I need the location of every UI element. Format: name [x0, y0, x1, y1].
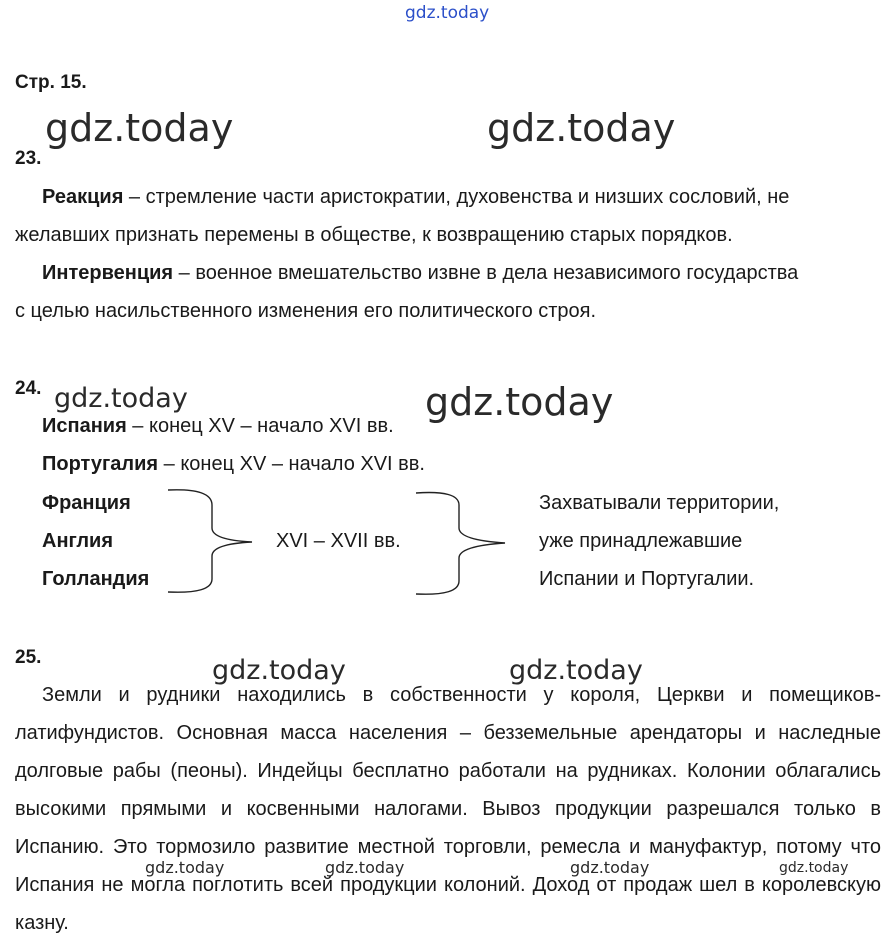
watermark: gdz.today — [779, 860, 849, 876]
watermark: gdz.today — [54, 383, 188, 414]
definition-text: желавших признать перемены в обществе, к возвращению старых порядков. — [15, 224, 733, 246]
watermark: gdz.today — [570, 858, 650, 877]
country-netherlands: Голландия — [42, 568, 150, 590]
watermark: gdz.today — [487, 106, 676, 150]
answer-paragraph: Земли и рудники находились в собственности у короля, Церкви и помещиков-латифундистов. Основная масса населения – безземельные арендаторы и наследные долговые рабы (пеоны). Индейцы бесплатно работали на рудниках. Колонии облагались высокими прямыми и косвенными налогами. Вывоз продукции разрешался только в Испанию. Это тормозило развитие местной торговли, ремесла и мануфактур, потому что Испания не могла поглотить всей продукции колоний. Доход от продаж шел в королевскую казну. — [15, 684, 881, 934]
watermark: gdz.today — [145, 858, 225, 877]
watermark: gdz.today — [425, 380, 614, 424]
country-england: Англия — [42, 530, 114, 552]
shared-period: XVI – XVII вв. — [276, 530, 401, 552]
term-intervention: Интервенция — [42, 262, 174, 284]
task-number-25: 25. — [15, 647, 42, 668]
watermark: gdz.today — [45, 106, 234, 150]
country-portugal: Португалия — [42, 453, 159, 475]
brace-right — [416, 493, 505, 595]
watermark: gdz.today — [405, 3, 490, 23]
country-spain: Испания — [42, 415, 127, 437]
note-line: Захватывали территории, — [539, 492, 780, 514]
watermark: gdz.today — [325, 858, 405, 877]
task-number-24: 24. — [15, 378, 42, 399]
note-line: Испании и Португалии. — [539, 568, 755, 590]
period-text: – конец XV – начало XVI вв. — [158, 453, 425, 475]
note-line: уже принадлежавшие — [539, 530, 743, 552]
country-france: Франция — [42, 492, 131, 514]
watermark: gdz.today — [212, 655, 346, 686]
period-text: – конец XV – начало XVI вв. — [126, 415, 394, 437]
task-number-23: 23. — [15, 148, 42, 169]
brace-left — [168, 490, 252, 592]
term-reaction: Реакция — [42, 186, 124, 208]
watermark: gdz.today — [509, 655, 643, 686]
page-reference: Стр. 15. — [15, 72, 87, 93]
definition-text: – стремление части аристократии, духовенства и низших сословий, не — [123, 186, 790, 208]
definition-text: – военное вмешательство извне в дела независимого государства — [173, 262, 799, 284]
definition-text: с целью насильственного изменения его политического строя. — [15, 300, 597, 322]
